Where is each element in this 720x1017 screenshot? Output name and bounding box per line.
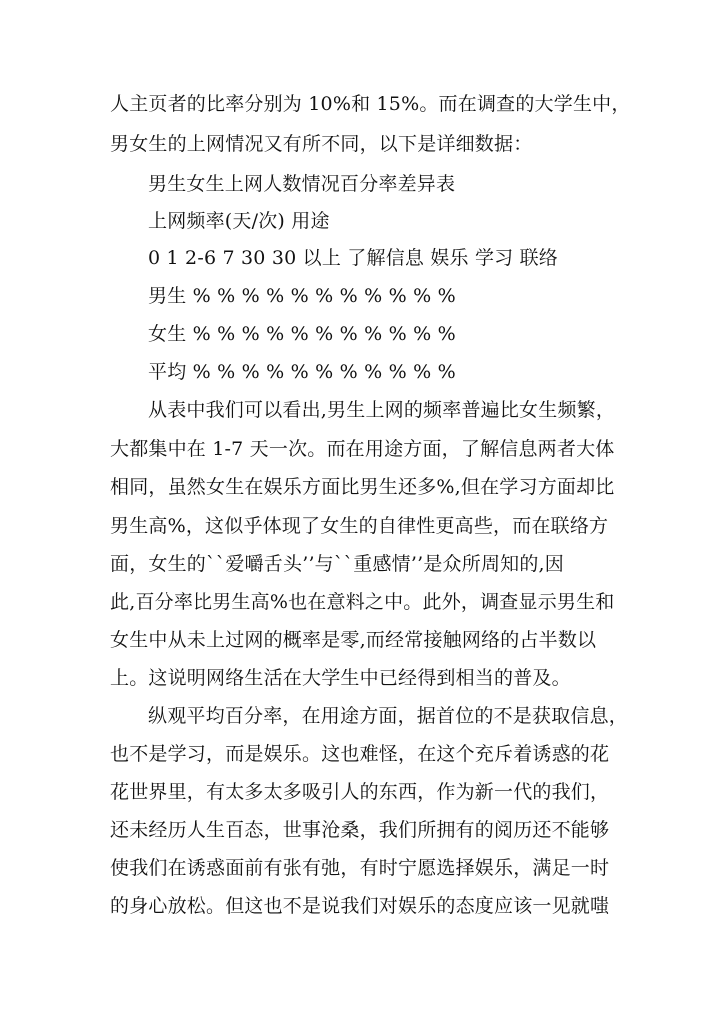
paragraph-line: 纵观平均百分率，在用途方面，据首位的不是获取信息， bbox=[148, 705, 629, 727]
paragraph-line: 人主页者的比率分别为 10%和 15%。而在调查的大学生中， bbox=[110, 93, 631, 115]
table-row-average: 平均 % % % % % % % % % % % bbox=[148, 361, 456, 383]
paragraph-line: 相同，虽然女生在娱乐方面比男生还多%,但在学习方面却比 bbox=[110, 476, 615, 498]
paragraph-line: 上。这说明网络生活在大学生中已经得到相当的普及。 bbox=[110, 667, 571, 689]
paragraph-line: 此,百分率比男生高%也在意料之中。此外，调查显示男生和 bbox=[110, 591, 615, 613]
paragraph-line: 花世界里，有太多太多吸引人的东西，作为新一代的我们， bbox=[110, 781, 610, 803]
table-row-male: 男生 % % % % % % % % % % % bbox=[148, 285, 456, 307]
table-title: 男生女生上网人数情况百分率差异表 bbox=[148, 173, 456, 195]
paragraph-line: 面，女生的``爱嚼舌头’’与``重感情’’是众所周知的,因 bbox=[110, 553, 564, 575]
paragraph-line: 使我们在诱惑面前有张有弛，有时宁愿选择娱乐，满足一时 bbox=[110, 857, 610, 879]
table-row-female: 女生 % % % % % % % % % % % bbox=[148, 323, 456, 345]
paragraph-line: 还未经历人生百态，世事沧桑，我们所拥有的阅历还不能够 bbox=[110, 819, 610, 841]
paragraph-line: 大都集中在 1-7 天一次。而在用途方面，了解信息两者大体 bbox=[110, 438, 615, 460]
paragraph-line: 也不是学习，而是娱乐。这也难怪，在这个充斥着诱惑的花 bbox=[110, 743, 610, 765]
paragraph-line: 的身心放松。但这也不是说我们对娱乐的态度应该一见就嗤 bbox=[110, 895, 610, 917]
paragraph-line: 男生高%，这似乎体现了女生的自律性更高些，而在联络方 bbox=[110, 515, 609, 537]
table-subheader-row: 0 1 2-6 7 30 30 以上 了解信息 娱乐 学习 联络 bbox=[148, 247, 559, 269]
table-header-row: 上网频率(天/次) 用途 bbox=[148, 210, 330, 232]
paragraph-line: 从表中我们可以看出,男生上网的频率普遍比女生频繁， bbox=[148, 399, 616, 421]
paragraph-line: 女生中从未上过网的概率是零,而经常接触网络的占半数以 bbox=[110, 629, 597, 651]
paragraph-line: 男女生的上网情况又有所不同，以下是详细数据： bbox=[110, 133, 533, 155]
